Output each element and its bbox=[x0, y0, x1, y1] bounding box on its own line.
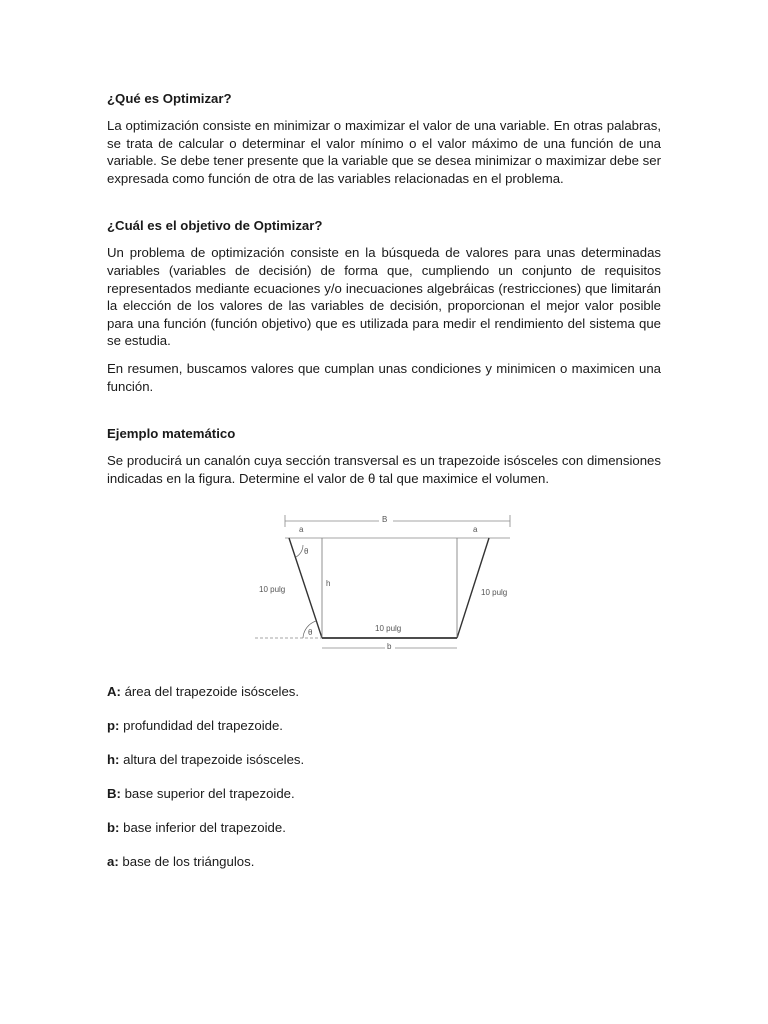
label-b: b bbox=[387, 642, 392, 650]
section-paragraph: Un problema de optimización consiste en la búsqueda de valores para unas determinadas variables (variables de decisión) de forma que, cumpliendo un conjunto de requisitos representados mediante ecuaciones y/o inecuaciones algebráicas (restricciones) que limitarán la elección de los valores de las variables de decisión, proporcionan el mejor valor posible para una función (función objetivo) que es utilizada para medir el rendimiento del sistema que se estudia. bbox=[107, 245, 661, 349]
definition-text: base de los triángulos. bbox=[118, 854, 255, 870]
definition-term: a: bbox=[107, 854, 119, 870]
label-theta-top: θ bbox=[304, 547, 309, 557]
section-paragraph: En resumen, buscamos valores que cumplan unas condiciones y minimicen o maximicen una función. bbox=[107, 360, 661, 394]
definition-text: profundidad del trapezoide. bbox=[119, 718, 283, 734]
definition-term: b: bbox=[107, 820, 120, 836]
label-base-top: 10 pulg bbox=[375, 624, 402, 634]
label-side-right: 10 pulg bbox=[481, 588, 508, 598]
label-side-left: 10 pulg bbox=[259, 585, 286, 595]
definition-term: B: bbox=[107, 786, 121, 802]
label-a-left: a bbox=[299, 525, 304, 535]
definition-item bbox=[107, 819, 661, 836]
label-B: B bbox=[382, 515, 388, 525]
section-heading-que-es-optimizar: ¿Qué es Optimizar? bbox=[107, 91, 232, 106]
label-a-right: a bbox=[473, 525, 478, 535]
definition-text: base inferior del trapezoide. bbox=[119, 820, 286, 836]
section-heading-objetivo: ¿Cuál es el objetivo de Optimizar? bbox=[107, 218, 323, 234]
section-heading-ejemplo: Ejemplo matemático bbox=[107, 426, 236, 442]
definition-text: base superior del trapezoide. bbox=[120, 786, 295, 802]
definition-item bbox=[107, 751, 661, 768]
label-h: h bbox=[326, 579, 331, 589]
definition-list bbox=[107, 683, 661, 870]
trapezoid-figure bbox=[107, 499, 661, 661]
definition-item bbox=[107, 683, 661, 700]
section-paragraph: Se producirá un canalón cuya sección transversal es un trapezoide isósceles con dimensiones indicadas en la figura. Determine el valor de θ tal que maximice el volumen. bbox=[107, 453, 661, 486]
definition-item bbox=[107, 853, 661, 870]
definition-item bbox=[107, 717, 661, 734]
definition-term: A: bbox=[107, 684, 121, 700]
label-theta-bottom: θ bbox=[308, 628, 313, 638]
document-content bbox=[107, 90, 661, 887]
definition-term: h: bbox=[107, 752, 120, 768]
definition-text: área del trapezoide isósceles. bbox=[120, 684, 300, 700]
definition-text: altura del trapezoide isósceles. bbox=[119, 752, 305, 768]
definition-term: p: bbox=[107, 718, 120, 734]
trapezoid-diagram bbox=[255, 499, 525, 649]
definition-item bbox=[107, 785, 661, 802]
section-paragraph: La optimización consiste en minimizar o maximizar el valor de una variable. En otras palabras, se trata de calcular o determinar el valor mínimo o el valor máximo de una función de una variable. Se debe tener presente que la variable que se desea minimizar o maximizar debe ser expresada como función de otra de las variables relacionadas en el problema. bbox=[107, 118, 661, 186]
angle-arc-top bbox=[296, 545, 303, 557]
